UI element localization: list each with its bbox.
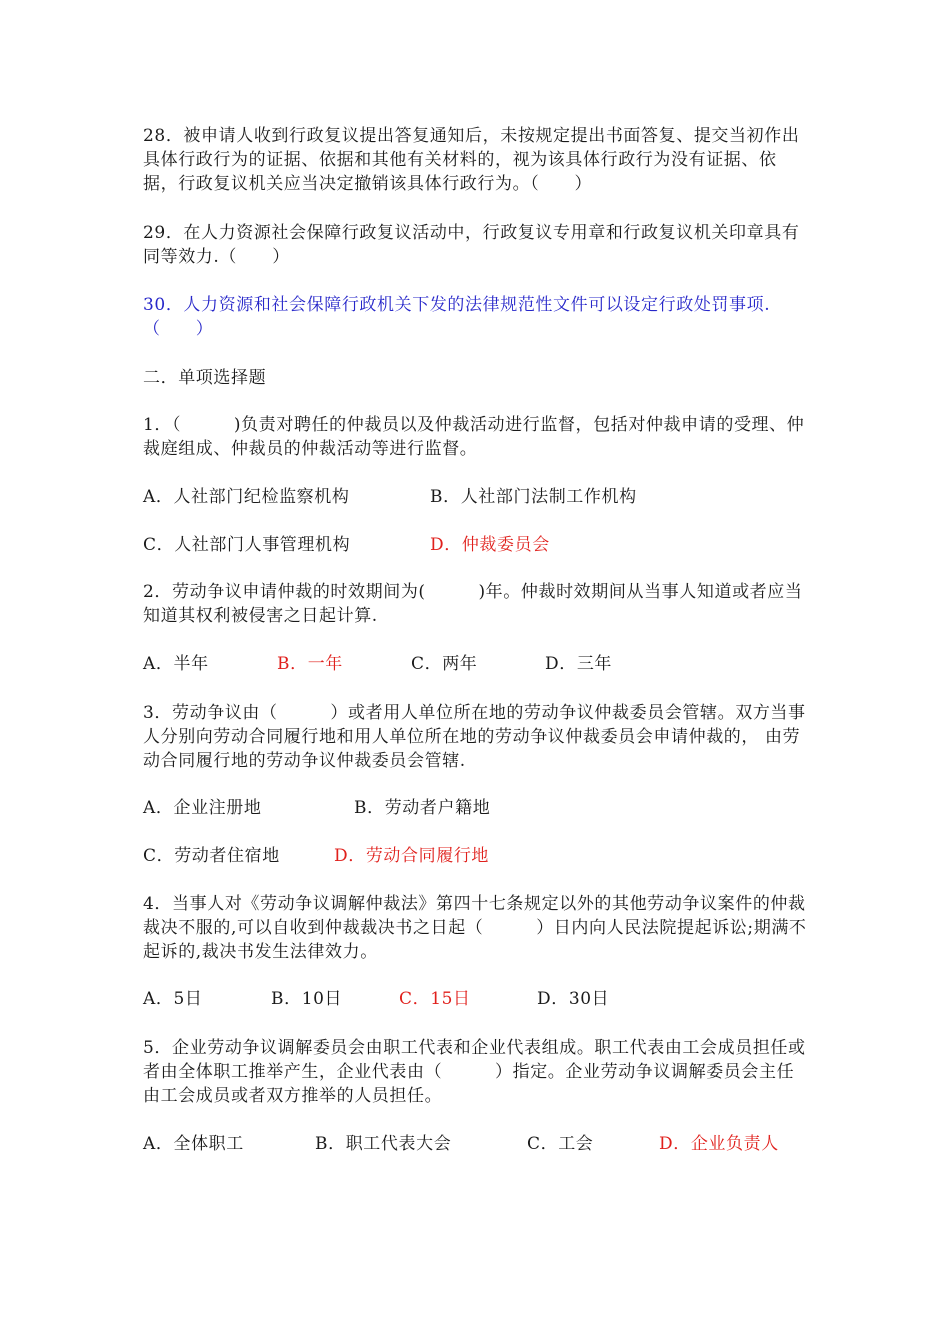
q2-option-b-correct: B．一年 (277, 654, 343, 674)
q5-option-d-correct: D．企业负责人 (659, 1134, 779, 1154)
q4-option-a: A．5日 (143, 989, 203, 1009)
q3-option-b: B．劳动者户籍地 (354, 798, 491, 818)
q5-option-c: C．工会 (527, 1134, 594, 1154)
question-1: 1．（ )负责对聘任的仲裁员以及仲裁活动进行监督，包括对仲裁申请的受理、仲裁庭组成、仲裁员的仲裁活动等进行监督。 (143, 415, 805, 459)
q1-option-a: A．人社部门纪检监察机构 (143, 487, 350, 507)
question-28: 28．被申请人收到行政复议提出答复通知后，未按规定提出书面答复、提交当初作出具体行政行为的证据、依据和其他有关材料的，视为该具体行政行为没有证据、依据，行政复议机关应当决定撤销该具体行政行为。（ ） (143, 126, 800, 194)
q2-option-d: D．三年 (545, 654, 613, 674)
q1-option-b: B．人社部门法制工作机构 (430, 487, 637, 507)
question-3: 3．劳动争议由（ ）或者用人单位所在地的劳动争议仲裁委员会管辖。双方当事人分别向劳动合同履行地和用人单位所在地的劳动争议仲裁委员会申请仲裁的， 由劳动合同履行地的劳动争议仲裁委员会管辖. (143, 703, 806, 771)
q4-option-c-correct: C．15日 (399, 989, 471, 1009)
section-title: 二．单项选择题 (143, 368, 267, 388)
question-5: 5．企业劳动争议调解委员会由职工代表和企业代表组成。职工代表由工会成员担任或者由全体职工推举产生，企业代表由（ ）指定。企业劳动争议调解委员会主任由工会成员或者双方推举的人员担任。 (143, 1038, 806, 1106)
q3-option-d-correct: D．劳动合同履行地 (334, 846, 490, 866)
q5-option-a: A．全体职工 (143, 1134, 244, 1154)
q3-option-c: C．劳动者住宿地 (143, 846, 280, 866)
question-2: 2．劳动争议申请仲裁的时效期间为( )年。仲裁时效期间从当事人知道或者应当知道其权利被侵害之日起计算. (143, 582, 803, 626)
q3-option-a: A．企业注册地 (143, 798, 262, 818)
question-30: 30．人力资源和社会保障行政机关下发的法律规范性文件可以设定行政处罚事项.（ ） (143, 295, 771, 339)
q4-option-b: B．10日 (271, 989, 343, 1009)
q1-option-c: C．人社部门人事管理机构 (143, 535, 351, 555)
q4-option-d: D．30日 (537, 989, 610, 1009)
q2-option-a: A．半年 (143, 654, 209, 674)
q1-option-d-correct: D．仲裁委员会 (430, 535, 550, 555)
question-4: 4．当事人对《劳动争议调解仲裁法》第四十七条规定以外的其他劳动争议案件的仲裁裁决不服的,可以自收到仲裁裁决书之日起（ ）日内向人民法院提起诉讼;期满不起诉的,裁决书发生法律效力。 (143, 894, 807, 962)
question-29: 29．在人力资源社会保障行政复议活动中，行政复议专用章和行政复议机关印章具有同等效力.（ ） (143, 223, 800, 267)
q2-option-c: C．两年 (411, 654, 478, 674)
q5-option-b: B．职工代表大会 (315, 1134, 452, 1154)
